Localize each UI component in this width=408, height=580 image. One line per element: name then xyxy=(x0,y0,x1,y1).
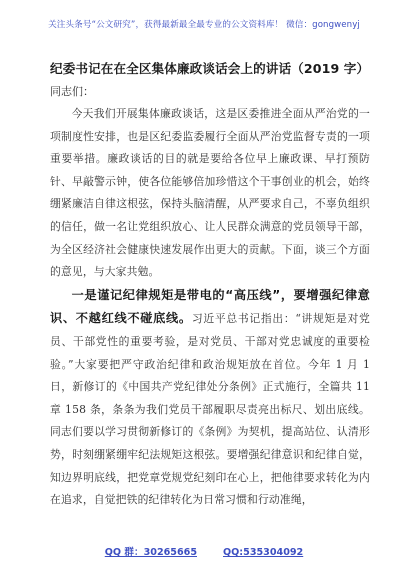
document-body xyxy=(50,58,370,512)
footer-qq-group: QQ 群：30265665 xyxy=(104,547,197,558)
section-1-heading: 一是谨记纪律规矩是带电的“高压线”，要增强纪律意识、不越红线不碰底线。 xyxy=(50,287,370,326)
section-1-body: 习近平总书记指出：“讲规矩是对党员、干部党性的重要考验，是对党员、干部对党忠诚度的重要检验。”大家要把严守政治纪律和政治规矩放在首位。今年 1 月 1 日，新修订的《中国共产党纪律处分条例》正式施行，全篇共 11 章 158 条，条条为我们党员干部履职尽责亮出标尺、划出底线。同志们要以学习贯彻新修订的《条例》为契机，提高站位、认清形势，时刻绷紧绷牢纪法规矩这根弦。要增强纪律意识和纪律自觉，知边界明底线，把党章党规党纪刻印在心上，把他律要求转化为内在追求，自觉把铁的纪律转化为日常习惯和行动准绳， xyxy=(50,312,370,507)
greeting: 同志们： xyxy=(50,85,94,98)
document-title: 纪委书记在在全区集体廉政谈话会上的讲话（2019 字） xyxy=(50,61,370,76)
paragraph-section-1 xyxy=(50,284,370,512)
header-note: 关注头条号“公文研究”，获得最新最全最专业的公文资料库！ 微信：gongwenyj xyxy=(48,20,360,30)
paragraph-intro: 今天我们开展集体廉政谈话，这是区委推进全面从严治党的一项制度性安排，也是区纪委监委履行全面从严治党监督专责的一项重要举措。廉政谈话的目的就是要给各位早上廉政课、早打预防针、早敲警示钟，使各位能够倍加珍惜这个干事创业的机会，始终绷紧廉洁自律这根弦，保持头脑清醒，从严要求自己，不辜负组织的信任，做一名让党组织放心、让人民群众满意的党员领导干部，为全区经济社会健康快速发展作出更大的贡献。下面，谈三个方面的意见，与大家共勉。 xyxy=(50,107,370,279)
footer-contacts xyxy=(0,544,408,558)
footer-qq: QQ:535304092 xyxy=(223,547,304,558)
